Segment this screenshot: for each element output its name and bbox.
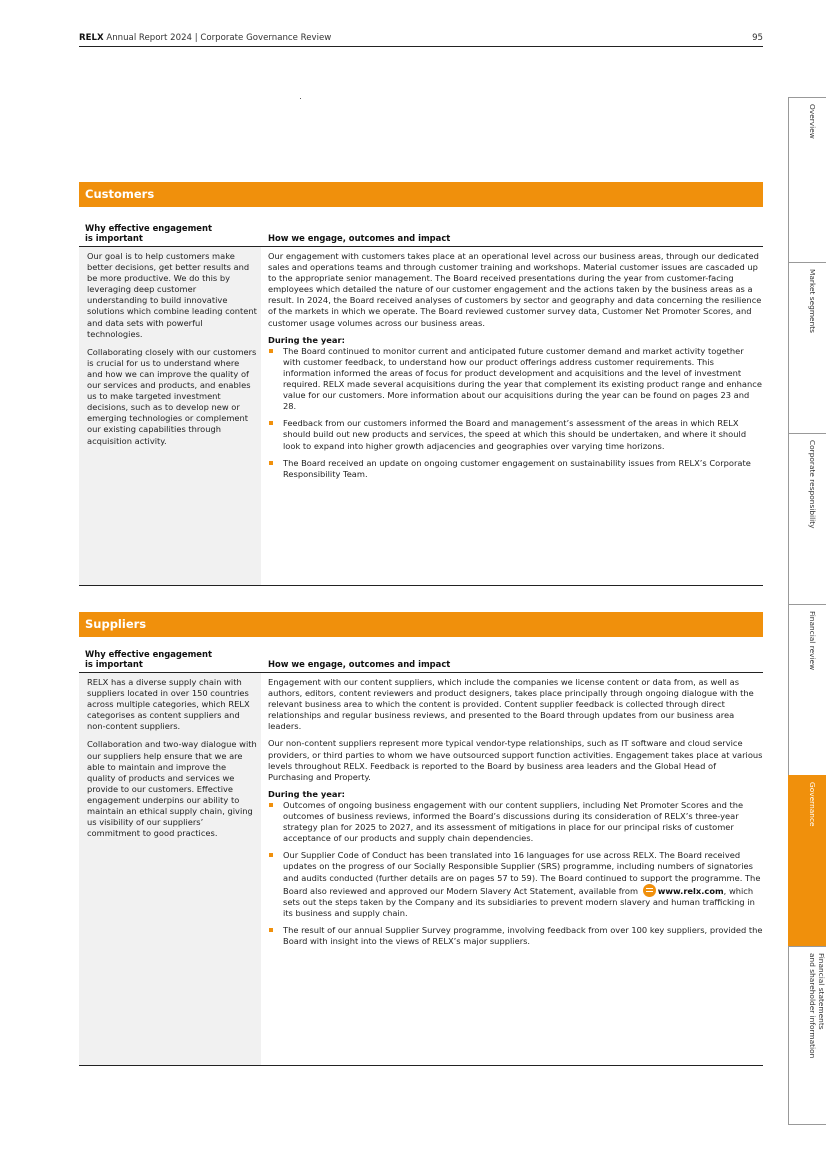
bullet-square-icon <box>269 461 273 465</box>
relx-website-link[interactable]: www.relx.com <box>657 885 724 896</box>
bullet-square-icon <box>269 853 273 857</box>
paragraph: Collaborating closely with our customers is crucial for us to understand where and how we can improve the quality of our services and products, and enables us to make targeted investment decisions, such as to develop new or emerging technologies or complement our existing capabilities through acquisition activity. <box>87 346 257 446</box>
list-item-text: The result of our annual Supplier Survey programme, involving feedback from over 100 key suppliers, provided the Board with insight into the views of RELX’s major suppliers. <box>283 924 763 946</box>
stray-dot <box>300 98 301 99</box>
why-column <box>79 247 261 585</box>
paragraph: Collaboration and two-way dialogue with our suppliers help ensure that we are able to maintain and improve the quality of products and services we provide to our customers. Effective engagement underpins our ability to maintain an ethical supply chain, giving us visibility of our suppliers’ commitment to good practices. <box>87 739 257 839</box>
tab-label: Financial review <box>808 611 817 671</box>
list-item-text: , which sets out the steps taken by the Company and its subsidiaries to prevent modern slavery and human trafficking in its business and supply chain. <box>283 885 755 918</box>
paragraph: Engagement with our content suppliers, which include the companies we license content or data from, as well as authors, editors, content reviewers and product designers, takes place principally through ongoing dialogue with the relevant business area to which the content is provided. Content supplier feedback is collected through direct relationships and regular business reviews, and presented to the Board through updates from our business area leaders. <box>268 677 754 732</box>
why-header: Why effective engagement is important <box>85 223 212 243</box>
column-headers <box>79 207 763 247</box>
how-header: How we engage, outcomes and impact <box>268 659 451 669</box>
how-column <box>268 247 763 486</box>
list-item-text: The Board received an update on ongoing customer engagement on sustainability issues from RELX’s Corporate Responsibility Team. <box>283 457 751 479</box>
list-item <box>268 850 763 919</box>
section-title: Suppliers <box>79 612 763 637</box>
tab-financial-statements[interactable] <box>788 946 826 1125</box>
section-body <box>79 247 763 586</box>
globe-icon <box>643 884 656 897</box>
list-item <box>268 925 763 947</box>
bullet-list <box>268 800 763 947</box>
customers-section <box>79 182 763 586</box>
column-headers <box>79 637 763 673</box>
header-divider <box>79 46 763 47</box>
paragraph: Our goal is to help customers make better decisions, get better results and be more productive. We do this by leveraging deep customer understanding to build innovative solutions which combine leading content and data sets with powerful technologies. <box>87 251 257 339</box>
list-item-text: Our Supplier Code of Conduct has been translated into 16 languages for use across RELX. The Board received updates on the progress of our Socially Responsible Supplier (SRS) programme, including numbers of signatories and audits conducted (further details are on pages 57 to 59). The Board continued to support the programme. The Board also reviewed and approved our Modern Slavery Act Statement, available from <box>283 850 761 896</box>
tab-label: Corporate responsibility <box>808 440 817 529</box>
paragraph: Our engagement with customers takes place at an operational level across our business areas, through our dedicated sales and operations teams and through customer training and workshops. Material customer issues are cascaded up to the appropriate senior management. The Board received presentations during the year from customer-facing employees which detailed the nature of our customer engagement and the actions taken by the business areas as a result. In 2024, the Board received analyses of customers by sector and geography and data concerning the resilience of the markets in which we operate. The Board reviewed customer survey data, Customer Net Promoter Scores, and customer usage volumes across our business areas. <box>268 251 762 328</box>
tab-overview[interactable] <box>788 97 826 263</box>
bullet-list <box>268 346 763 480</box>
section-body <box>79 673 763 1066</box>
list-item-text: Feedback from our customers informed the Board and management’s assessment of the areas in which RELX should build out new products and services, the speed at which this should be undertaken, and where it should look to expand into higher growth adjacencies and geographies over varying time horizons. <box>283 418 747 451</box>
paragraph: RELX has a diverse supply chain with suppliers located in over 150 countries across multiple categories, which RELX categorises as content suppliers and non-content suppliers. <box>87 677 250 732</box>
during-year-heading: During the year: <box>268 334 345 345</box>
how-column <box>268 673 763 953</box>
report-title: Annual Report 2024 | Corporate Governance Review <box>106 33 332 43</box>
page-number: 95 <box>752 33 763 43</box>
list-item <box>268 418 763 451</box>
list-item-text: The Board continued to monitor current and anticipated future customer demand and market activity together with customer feedback, to understand how our product offerings address customer requirements. This information informed the areas of focus for product development and acquisitions and the level of investment required. RELX made several acquisitions during the year that complement its existing product range and enhance value for our customers. More information about our acquisitions during the year can be found on pages 23 and 28. <box>283 345 762 412</box>
page-header <box>79 33 763 47</box>
suppliers-section <box>79 612 763 1066</box>
list-item-text: Outcomes of ongoing business engagement with our content suppliers, including Net Promoter Scores and the outcomes of business reviews, informed the Board’s discussions during its consideration of RELX’s three-year strategy plan for 2025 to 2027, and its assessment of mitigations in place for our principal risks of customer acceptance of our products and supply chain dependencies. <box>283 799 744 844</box>
how-header: How we engage, outcomes and impact <box>268 233 451 243</box>
tab-governance[interactable] <box>788 775 826 947</box>
tab-corporate-responsibility[interactable] <box>788 433 826 605</box>
list-item <box>268 458 763 480</box>
tab-label: Overview <box>808 104 817 139</box>
tab-financial-review[interactable] <box>788 604 826 776</box>
tab-market-segments[interactable] <box>788 262 826 434</box>
bullet-square-icon <box>269 421 273 425</box>
bullet-square-icon <box>269 803 273 807</box>
brand-name: RELX <box>79 33 104 43</box>
section-title: Customers <box>79 182 763 207</box>
tab-label: Market segments <box>808 269 817 334</box>
why-column <box>79 673 261 1065</box>
list-item <box>268 346 763 413</box>
bullet-square-icon <box>269 928 273 932</box>
during-year-heading: During the year: <box>268 788 345 799</box>
paragraph: Our non-content suppliers represent more typical vendor-type relationships, such as IT software and cloud service providers, or third parties to whom we have outsourced support function activities. Engagement takes place at various levels throughout RELX. Feedback is reported to the Board by business area leaders and the Global Head of Purchasing and Property. <box>268 738 763 782</box>
tab-label: Financial statements and shareholder information <box>808 953 826 1059</box>
tab-label: Governance <box>808 782 817 827</box>
why-header: Why effective engagement is important <box>85 649 212 669</box>
bullet-square-icon <box>269 349 273 353</box>
list-item <box>268 800 763 844</box>
